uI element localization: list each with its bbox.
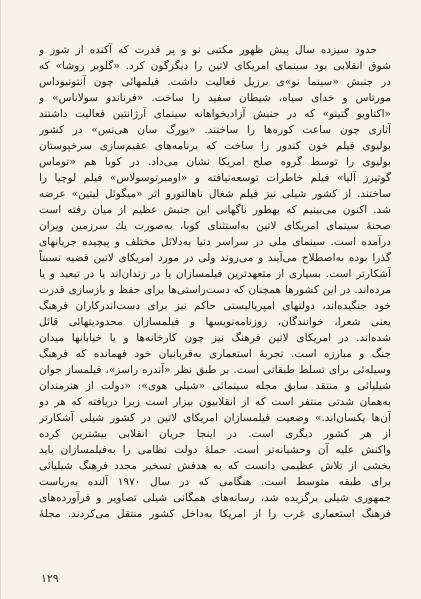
text-line: درآمده است. سینمای ملی در سراسر دنیا به‌دلائل مختلف و پیچیده جریانهای <box>39 236 391 249</box>
text-line: برای طبقه متوسط است. هنگامی که در سال ۱۹۷۰ آلنده به‌ریاست <box>39 476 391 489</box>
text-line: بولیوی را توسط گروه صلح امریکا نشان می‌داد. در کوبا هم «توماس <box>39 156 391 169</box>
text-line: فرهنگ استعماری غرب را از امریکا به‌داخل کشور منتقل می‌کردند. مجلهٔ <box>39 508 391 521</box>
body-text <box>39 42 391 522</box>
text-line: آثاری چون ساعت کوره‌ها را ساختند. «یورگ سان هی‌نس» در کشور <box>39 124 391 137</box>
text-line: گذرا بوده به‌اصطلاح می‌آیند و می‌روند ولی در مورد امریکای لاتین قضیه نسبتاً <box>39 252 391 265</box>
text-line: آن‌ها یکسان‌اند.» وضعیت فیلمسازان امریکای لاتین در کشور شیلی آشکارتر <box>39 412 391 425</box>
text-line: مورتاس و خدای سیاه، شیطان سفید را ساخت. «فرناندو سولاناس» و <box>39 92 391 105</box>
text-line: مرده‌اند. در این کشورها همچنان که دست‌راستی‌ها برای حفظ و بازسازی قدرت <box>39 284 391 297</box>
text-line: گوتیرز آلیا» فیلم خاطرات توسعه‌نیافته و «اومبرتوسولاس» فیلم لوچیا را <box>39 172 391 185</box>
text-line: جمهوری شیلی برگزیده شد، رسانه‌های همگانی شیلی تصاویر و فرآورده‌های <box>39 492 391 505</box>
text-line: «اکتاویو گتینو» که در جنبش آزادیخواهانه سینمای آرژانتین فعالیت داشتند <box>39 108 391 121</box>
text-line: آشکارتر است. بسیاری از متعهدترین فیلمسازان یا در زندان‌اند یا در تبعید و یا <box>39 268 391 281</box>
text-line: بخشی از تلاش عظیمی دانست که به هدفش تسخیر مجدد فرهنگ شیلیائی <box>39 460 391 473</box>
text-line: خود جنگیده‌اند، دولتهای امپریالیستی حاکم نیز برای دست‌اندرکاران فرهنگ <box>39 300 391 313</box>
text-line: یعنی شعرا، خوانندگان، روزنامه‌نویسها و فیلمسازان محدودیتهائی قائل <box>39 316 391 329</box>
text-line: جنگ و مبارزه است. تجربهٔ استعماری به‌قربانیان خود فهمانده که فرهنگ <box>39 348 391 361</box>
text-line: شده‌اند. در امریکای لاتین فرهنگ نیز چون کارخانه‌ها و یا خیابانها میدان <box>39 332 391 345</box>
text-line: حدود سیزده سال پیش ظهور مکتبی نو و پر قدرت که آکنده از شور و <box>39 44 377 56</box>
text-line: در جنبش «سینما نو»ی برزیل فعالیت داشت. فیلمهائی چون آنتونیوداس <box>39 76 391 89</box>
text-line: شیلیائی و منتقد سابق مجله سینمائی «شیلی هوی»: «دولت از هنرمندان <box>39 380 391 393</box>
text-line: شد. اکنون می‌بینیم که بهطور ناگهانی این جنبش عظیم از میان رفته است <box>39 204 391 217</box>
text-line: از هر کشور دیگری است. در اینجا جریان انقلابی بیشترین کرده <box>39 428 391 441</box>
text-line: صحنهٔ سینمای امریکای لاتین به‌استثنای کوبا، به‌صورت یك سرزمین ویران <box>39 220 391 233</box>
text-line: شوق انقلابی بود سینمای امریکای لاتین را دیگرگون کرد. «گلوبر روشا» که <box>39 60 391 73</box>
text-line: ساختند. از کشور شیلی نیز فیلم شغال ناهالتورو اثر «میگوئل لیتین» عرضه <box>39 188 391 201</box>
text-line: وسیله‌ئی برای تسلط طبقاتی است. بر طبق نظر «آندره راسز»، فیلمساز جوان <box>39 364 391 377</box>
text-line: بولیوی فیلم خون کندور را ساخت که برنامه‌های عقیم‌سازی سرخپوستان <box>39 140 391 153</box>
text-line: به‌همان شدتی منتفر است که از انقلابیون بیزار است زیرا دریافته که هر دو <box>39 396 391 409</box>
page-number: ۱۲۹ <box>41 572 59 585</box>
text-line: واکنش علیه آن وحشیانه‌تر است. حملهٔ دولت نظامی را به‌فیلمسازان باید <box>39 444 391 457</box>
